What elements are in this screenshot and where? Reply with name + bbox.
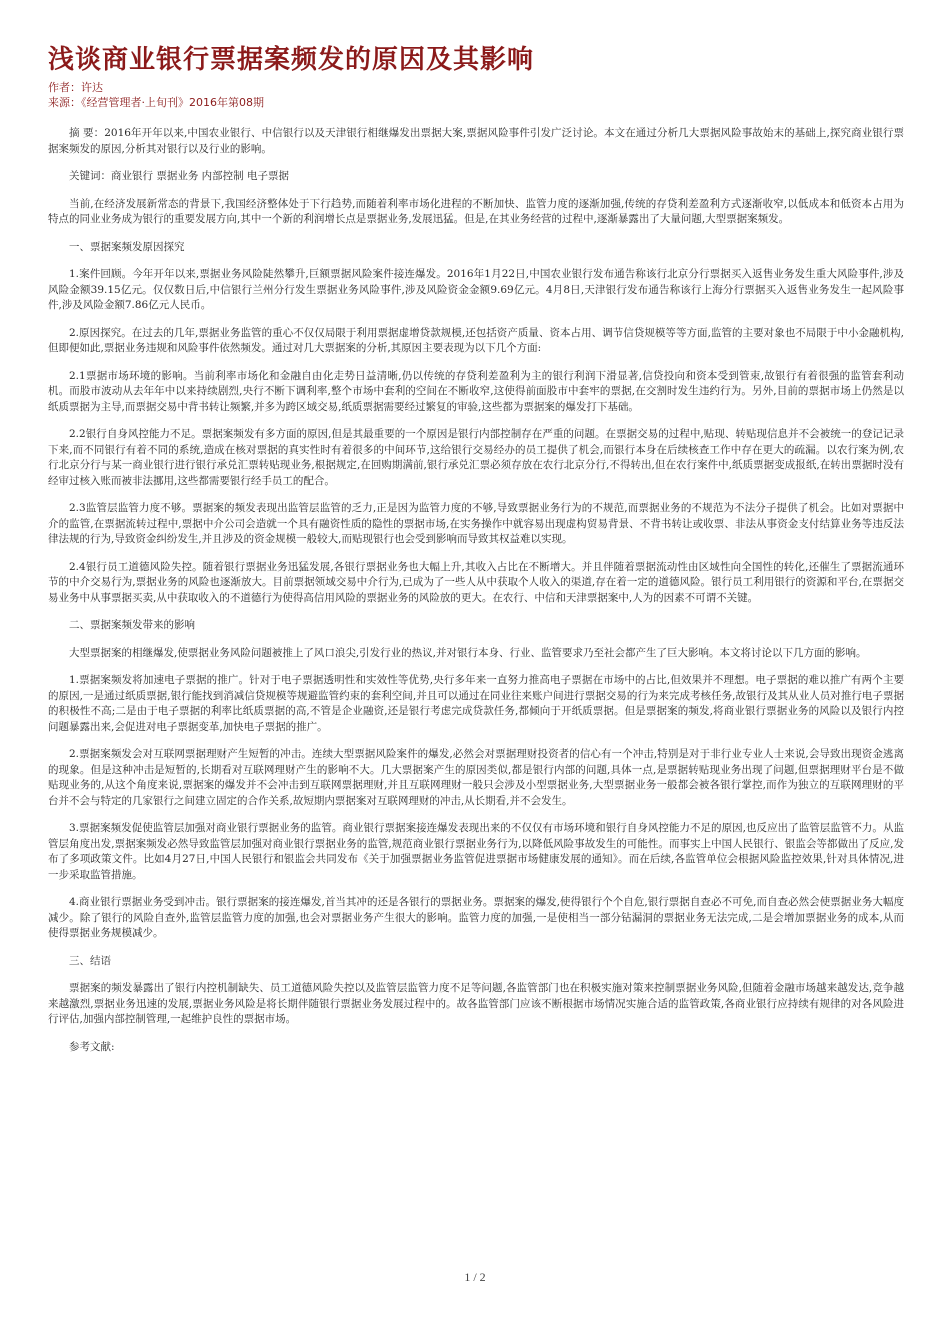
body-paragraph: 2.原因探究。在过去的几年,票据业务监管的重心不仅仅局限于利用票据虚增贷款规模,还包括资产质量、资本占用、调节信贷规模等等方面,监管的主要对象也不局限于中小金融机构,但即便如此,票据业务违规和风险事件依然频发。通过对几大票据案的分析,其原因主要表现为以下几个方面: (48, 326, 904, 354)
article-author: 作者：许达 (48, 81, 103, 94)
body-paragraph: 票据案的频发暴露出了银行内控机制缺失、员工道德风险失控以及监管层监管力度不足等问题,各监管部门也在积极实施对策来控制票据业务风险,但随着金融市场越来越发达,竞争越来越激烈,票据业务迅速的发展,票据业务风险是将长期伴随银行票据业务发展过程中的。故各监管部门应该不断根据市场情况实施合适的监管政策,各商业银行应持续有规律的对各风险进行评估,加强内部控制管理,一起维护良性的票据市场。 (48, 982, 904, 1025)
body-paragraph: 2.3监管层监管力度不够。票据案的频发表现出监管层监管的乏力,正是因为监管力度的不够,导致票据业务行为的不规范,而票据业务的不规范为不法分子提供了机会。比如对票据中介的监管,在票据流转过程中,票据中介公司会造就一个具有融资性质的隐性的票据市场,在实务操作中就容易出现虚构贸易背景、不背书转让或收票、非法从事资金支付结算业务等违反法律法规的行为,导致资金纠纷发生,并且涉及的资金规模一般较大,而贴现银行也会受到影响而导致其权益难以实现。 (48, 502, 904, 545)
section-heading: 一、票据案频发原因探究 (69, 240, 185, 253)
body-paragraph: 1.票据案频发将加速电子票据的推广。针对于电子票据透明性和实效性等优势,央行多年来一直努力推高电子票据在市场中的占比,但效果并不理想。电子票据的难以推广有两个主要的原因,一是通过纸质票据,银行能找到消减信贷规模等规避监管约束的套利空间,并且可以通过在同业往来账户间进行票据交易的行为来完成考核任务,故银行及其从业人员对推行电子票据的积极性不高;二是由于电子票据的利率比纸质票据的高,不管是企业融资,还是银行考虑完成贷款任务,都倾向于开纸质票据。但是票据案的频发,将商业银行票据业务的风险以及银行内控问题暴露出来,会促进对电子票据变革,加快电子票据的推广。 (48, 674, 904, 733)
body-paragraph: 2.票据案频发会对互联网票据理财产生短暂的冲击。连续大型票据风险案件的爆发,必然会对票据理财投资者的信心有一个冲击,特别是对于非行业专业人士来说,会导致出现资金逃离的现象。但是这种冲击是短暂的,长期看对互联网理财产生的影响不大。几大票据案产生的原因类似,都是银行内部的问题,具体一点,是票据转贴现业务出现了问题,但票据理财平台是不做贴现业务的,从这个角度来说,票据案的爆发并不会冲击到互联网票据理财,并且互联网理财一般只会涉及小型票据业务,大型票据业务一般都会被各银行掌控,而作为独立的互联网理财的平台并不会与特定的几家银行之间建立固定的合作关系,故短期内票据案对互联网理财的冲击,从长期看,并不会发生。 (48, 748, 904, 807)
section-heading: 二、票据案频发带来的影响 (69, 619, 195, 631)
section-heading: 三、结语 (69, 954, 111, 967)
body-paragraph: 2.2银行自身风控能力不足。票据案频发有多方面的原因,但是其最重要的一个原因是银行内部控制存在严重的问题。在票据交易的过程中,贴现、转贴现信息并不会被统一的登记记录下来,而不同银行有着不同的系统,造成在核对票据的真实性时有着很多的中间环节,这给银行交易经办的员工提供了机会,而银行本身在后续核查工作中存在更大的疏漏。以农行案为例,农行北京分行与某一商业银行进行银行承兑汇票转贴现业务,根据规定,在回购期满前,银行承兑汇票必须存放在农行北京分行,不得转出,但在农行案件中,纸质票据变成报纸,在转出票据时没有经审过核入账而被非法挪用,这些都需要银行经手员工的配合。 (48, 428, 904, 487)
document-page (48, 40, 904, 1067)
article-body (48, 126, 904, 1055)
body-paragraph: 当前,在经济发展新常态的背景下,我国经济整体处于下行趋势,而随着利率市场化进程的不断加快、监管力度的逐渐加强,传统的存贷利差盈利方式逐渐收窄,以低成本和低资本占用为特点的同业业务成为银行的重要发展方向,其中一个新的利润增长点是票据业务,发展迅猛。但是,在其业务经营的过程中,逐渐暴露出了大量问题,大型票据案频发。 (48, 197, 904, 225)
body-paragraph: 3.票据案频发促使监管层加强对商业银行票据业务的监管。商业银行票据案接连爆发表现出来的不仅仅有市场环境和银行自身风控能力不足的原因,也反应出了监管层监管不力。从监管层角度出发,票据案频发必然导致监管层加强对商业银行票据业务的监管,规范商业银行票据业务行为,以降低风险事故发生的可能性。而事实上中国人民银行、银监会等都做出了反应,发布了多项政策文件。比如4月27日,中国人民银行和银监会共同发布《关于加强票据业务监管促进票据市场健康发展的通知》。而在后续,各监管单位会根据风险监控效果,针对具体情况,进一步采取监管措施。 (48, 822, 904, 881)
body-paragraph: 2.1票据市场环境的影响。当前利率市场化和金融自由化走势日益清晰,仍以传统的存贷利差盈利为主的银行利润下滑显著,信贷投向和资本受到管束,故银行有着很强的监管套利动机。而股市波动从去年年中以来持续剧烈,央行不断下调利率,整个市场中套利的空间在不断收窄,这使得前面股市中套牢的票据,在交割时发生违约行为。另外,目前的票据市场上仍然是以纸质票据为主导,而票据交易中背书转让频繁,并多为跨区域交易,纸质票据需要经过繁复的审验,这些都为票据案的爆发打下基础。 (48, 369, 904, 413)
body-paragraph: 1.案件回顾。今年开年以来,票据业务风险陡然攀升,巨额票据风险案件接连爆发。2016年1月22日,中国农业银行发布通告称该行北京分行票据买入返售业务发生重大风险事件,涉及风险金额39.15亿元。仅仅数日后,中信银行兰州分行发生票据业务风险事件,涉及风险资金金额9.69亿元。4月8日,天津银行发布通告称该行上海分行票据买入返售业务发生一起风险事件,涉及风险金额7.86亿元人民币。 (48, 268, 904, 311)
body-paragraph: 大型票据案的相继爆发,使票据业务风险问题被推上了风口浪尖,引发行业的热议,并对银行本身、行业、监管要求乃至社会都产生了巨大影响。本文将讨论以下几方面的影响。 (69, 646, 867, 659)
page-number: 1 / 2 (464, 1270, 486, 1284)
body-paragraph: 4.商业银行票据业务受到冲击。银行票据案的接连爆发,首当其冲的还是各银行的票据业务。票据案的爆发,使得银行个个自危,银行票据自查必不可免,而自查必然会使票据业务大幅度减少。除了银行的风险自查外,监管层监管力度的加强,也会对票据业务产生很大的影响。监管力度的加强,一是使相当一部分钻漏洞的票据业务无法完成,二是会增加票据业务的成本,从而使得票据业务规模减少。 (48, 896, 904, 939)
article-title: 浅谈商业银行票据案频发的原因及其影响 (48, 45, 535, 75)
article-source: 来源：《经营管理者·上旬刊》2016年第08期 (48, 96, 264, 109)
body-paragraph: 2.4银行员工道德风险失控。随着银行票据业务迅猛发展,各银行票据业务也大幅上升,其收入占比在不断增大。并且伴随着票据流动性由区域性向全国性的转化,还催生了票据流通环节的中介交易行为,票据业务的风险也逐渐放大。目前票据领域交易中介行为,已成为了一些人从中获取个人收入的渠道,存在着一定的道德风险。银行员工利用银行的资源和平台,在票据交易业务中从事票据买卖,从中获取收入的不道德行为使得高信用风险的票据业务的风险放的更大。在农行、中信和天津票据案中,人为的因素不可谓不关键。 (48, 560, 904, 604)
keywords-paragraph: 关键词：商业银行 票据业务 内部控制 电子票据 (69, 170, 290, 182)
abstract-paragraph: 摘 要：2016年开年以来,中国农业银行、中信银行以及天津银行相继爆发出票据大案,票据风险事件引发广泛讨论。本文在通过分析几大票据风险事故始末的基础上,探究商业银行票据案频发的原因,分析其对银行以及行业的影响。 (48, 127, 904, 155)
references-heading: 参考文献: (69, 1040, 115, 1053)
